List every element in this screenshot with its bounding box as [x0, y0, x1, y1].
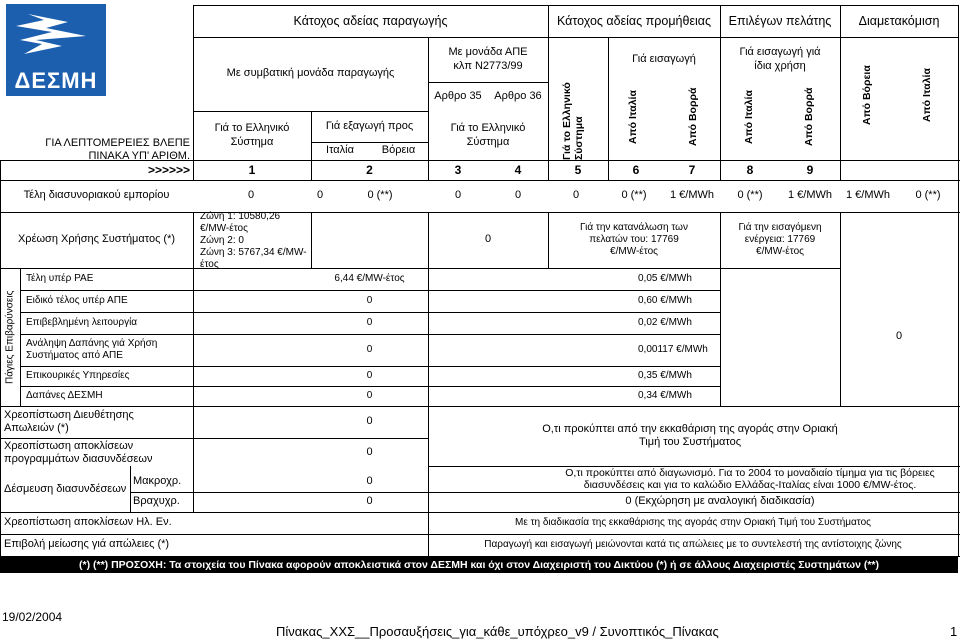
fixed-row-res-value: 0: [366, 295, 373, 306]
interconnect-value: 0 (**): [367, 189, 393, 202]
fixed-row-res-value: 0: [366, 317, 373, 328]
fixed-row-label: Επιβεβλημένη λειτουργία: [26, 317, 138, 328]
col-number: 6: [632, 162, 640, 177]
header-from-italy-2: Από Ιταλία: [743, 90, 755, 144]
header-import-own-use: Γιά εισαγωγή γιά ίδια χρήση: [739, 46, 821, 72]
interconnect-value: 0: [572, 189, 580, 202]
system-use-zone3: Ζώνη 3: 5767,34 €/MW-έτος: [200, 247, 307, 270]
loss-reduction-label: Επιβολή μείωσης γιά απώλειες (*): [4, 538, 170, 551]
interconnect-value: 0: [316, 189, 324, 202]
interconnect-value: 0 (**): [621, 189, 647, 202]
auction-note: Ο,τι προκύπτει από διαγωνισμό. Για το 2004 το μοναδιαίο τίμημα για τις βόρειες διασυνδέσεις και για το καλώδιο Ελλάδας-Ιταλίας είναι 1000 €/MW-έτος.: [565, 466, 935, 491]
fixed-row-label: Ανάληψη Δαπάνης γιά Χρήση Συστήματος από ΑΠΕ: [26, 338, 158, 361]
header-hellenic-system-2: Γιά το Ελληνικό Σύστημα: [450, 122, 526, 148]
short-term-note: 0 (Εκχώρηση με αναλογική διαδικασία): [625, 495, 815, 508]
header-eligible-customer: Επιλέγων πελάτης: [728, 13, 832, 28]
header-production-license: Κάτοχος αδείας παραγωγής: [293, 13, 448, 28]
col-number: 3: [454, 162, 462, 177]
col-number: 1: [248, 162, 256, 177]
market-clearing-note: Ο,τι προκύπτει από την εκκαθάριση της αγοράς στην Οριακή Τιμή του Συστήματος: [542, 422, 838, 448]
long-term-label: Μακροχρ.: [133, 475, 182, 488]
deviations-value: 0: [366, 446, 373, 459]
interconnect-value: 1 €/MWh: [845, 189, 890, 202]
col-number: 4: [514, 162, 522, 177]
header-hellenic-system-1: Γιά το Ελληνικό Σύστημα: [214, 122, 290, 148]
header-transit-from-italy: Από Ιταλία: [921, 68, 933, 122]
fixed-row-rate: 0,00117 €/MWh: [638, 344, 708, 355]
header-article-35: Αρθρο 35: [434, 89, 482, 102]
interconnect-label: Τέλη διασυνοριακού εμπορίου: [23, 189, 170, 202]
losses-value: 0: [366, 415, 373, 428]
header-transit: Διαμετακόμιση: [858, 13, 940, 28]
col-number: 2: [366, 162, 373, 177]
col-number: 7: [688, 162, 696, 177]
header-import-for: Γιά εισαγωγή: [632, 52, 696, 65]
col-number: 9: [806, 162, 814, 177]
fixed-charges-side-label: [0, 268, 20, 406]
header-from-north: Από Βορρά: [687, 87, 699, 147]
fixed-row-label: Ειδικό τέλος υπέρ ΑΠΕ: [26, 295, 128, 306]
short-term-label: Βραχυχρ.: [133, 495, 180, 508]
fixed-row-rate: 0,60 €/MWh: [638, 295, 692, 306]
fixed-row-rate: 0,34 €/MWh: [638, 390, 692, 401]
losses-label: Χρεοπίστωση Διευθέτησης Απωλειών (*): [4, 408, 134, 434]
commitment-label: Δέσμευση διασυνδέσεων: [4, 483, 127, 496]
col-number: 5: [574, 162, 582, 177]
deviations-label: Χρεοπίστωση αποκλίσεων προγραμμάτων διασυνδέσεων: [4, 439, 153, 465]
header-article-36: Αρθρο 36: [494, 89, 542, 102]
fixed-row-res-value: 0: [366, 370, 373, 381]
footer-path: Πίνακας_ΧΧΣ__Προσαυξήσεις_για_κάθε_υπόχρεο_v9 / Συνοπτικός_Πίνακας: [276, 624, 719, 639]
fixed-row-label: Δαπάνες ΔΕΣΜΗ: [26, 390, 103, 401]
system-use-consumption: Γιά την κατανάλωση των πελατών του: 17769 €/MW-έτος: [580, 222, 688, 257]
header-from-north-2: Από Βορρά: [803, 87, 815, 147]
footer-page: 1: [950, 624, 958, 639]
header-transit-from-north: Από Βόρεια: [861, 65, 873, 125]
fixed-row-rate: 0,35 €/MWh: [638, 370, 692, 381]
fixed-row-rate: 0,02 €/MWh: [638, 317, 692, 328]
interconnect-value: 0: [454, 189, 462, 202]
fixed-row-res-value: 0: [366, 344, 373, 355]
energy-deviation-note: Με τη διαδικασία της εκκαθάρισης της αγοράς στην Οριακή Τιμή του Συστήματος: [515, 517, 871, 528]
loss-reduction-note: Παραγωγή και εισαγωγή μειώνονται κατά τις απώλειες με το συντελεστή της αντίστοιχης ζώνης: [484, 539, 902, 550]
short-term-value: 0: [366, 495, 373, 508]
fixed-charges-side-text: Πάγιες Επιβαρύνσεις: [4, 290, 16, 384]
interconnect-value: 1 €/MWh: [669, 189, 714, 202]
header-from-italy: Από Ιταλία: [627, 90, 639, 144]
fixed-row-rate: 0,05 €/MWh: [638, 273, 692, 284]
header-export-for: Γιά εξαγωγή προς: [325, 119, 414, 132]
lightning-icon: [6, 6, 106, 62]
grid-line: [193, 406, 194, 512]
desmi-logo: [6, 4, 106, 96]
header-res-unit: Με μονάδα ΑΠΕ κλπ Ν2773/99: [448, 46, 528, 72]
energy-deviation-label: Χρεοπίστωση αποκλίσεων Ηλ. Εν.: [4, 516, 172, 529]
fixed-transit-value: 0: [895, 330, 903, 343]
header-export-italy: Ιταλία: [326, 144, 354, 157]
long-term-value: 0: [366, 475, 373, 488]
grid-line: [311, 212, 312, 268]
logo-text: ΔΕΣΜΗ: [14, 68, 98, 93]
header-hellenic-system-vertical: Γιά το Ελληνικό Σύστημα: [561, 82, 585, 160]
footer-date: 19/02/2004: [2, 610, 63, 624]
interconnect-value: 0 (**): [915, 189, 941, 202]
interconnect-value: 1 €/MWh: [787, 189, 832, 202]
details-note: ΓΙΑ ΛΕΠΤΟΜΕΡΕΙΕΣ ΒΛΕΠΕ ΠΙΝΑΚΑ ΥΠ' ΑΡΙΘΜ.: [45, 137, 190, 163]
interconnect-value: 0: [514, 189, 522, 202]
fixed-row-label: Επικουρικές Υπηρεσίες: [26, 370, 130, 381]
header-export-north: Βόρεια: [381, 144, 416, 157]
col-number: 8: [746, 162, 754, 177]
fixed-row-label: Τέλη υπέρ ΡΑΕ: [26, 273, 94, 284]
interconnect-value: 0 (**): [737, 189, 763, 202]
fixed-row-res-value: 6,44 €/MW-έτος: [334, 273, 405, 284]
system-use-imported: Γιά την εισαγόμενη ενέργεια: 17769 €/MW-έτος: [738, 222, 822, 257]
fixed-row-res-value: 0: [366, 390, 373, 401]
attention-footnote: [0, 557, 958, 573]
system-use-label: Χρέωση Χρήσης Συστήματος (*): [17, 233, 176, 246]
system-use-res-value: 0: [484, 233, 492, 246]
arrows-marker: >>>>>>: [147, 162, 190, 177]
attention-footnote-text: (*) (**) ΠΡΟΣΟΧΗ: Τα στοιχεία του Πίνακα αφορούν αποκλειστικά στον ΔΕΣΜΗ και όχι στον Διαχειριστή του Δικτύου (*) ή σε άλλους Διαχειριστές Συστημάτων (**): [78, 558, 880, 571]
grid-line: [193, 212, 194, 406]
grid-line: [130, 466, 131, 512]
system-use-zone1: Ζώνη 1: 10580,26 €/MW-έτος: [200, 211, 281, 234]
header-supply-license: Κάτοχος αδείας προμήθειας: [556, 13, 712, 28]
system-use-zone2: Ζώνη 2: 0: [200, 235, 244, 246]
header-contract-unit: Με συμβατική μονάδα παραγωγής: [226, 67, 395, 80]
interconnect-value: 0: [248, 189, 255, 202]
grid-line: [20, 268, 21, 406]
